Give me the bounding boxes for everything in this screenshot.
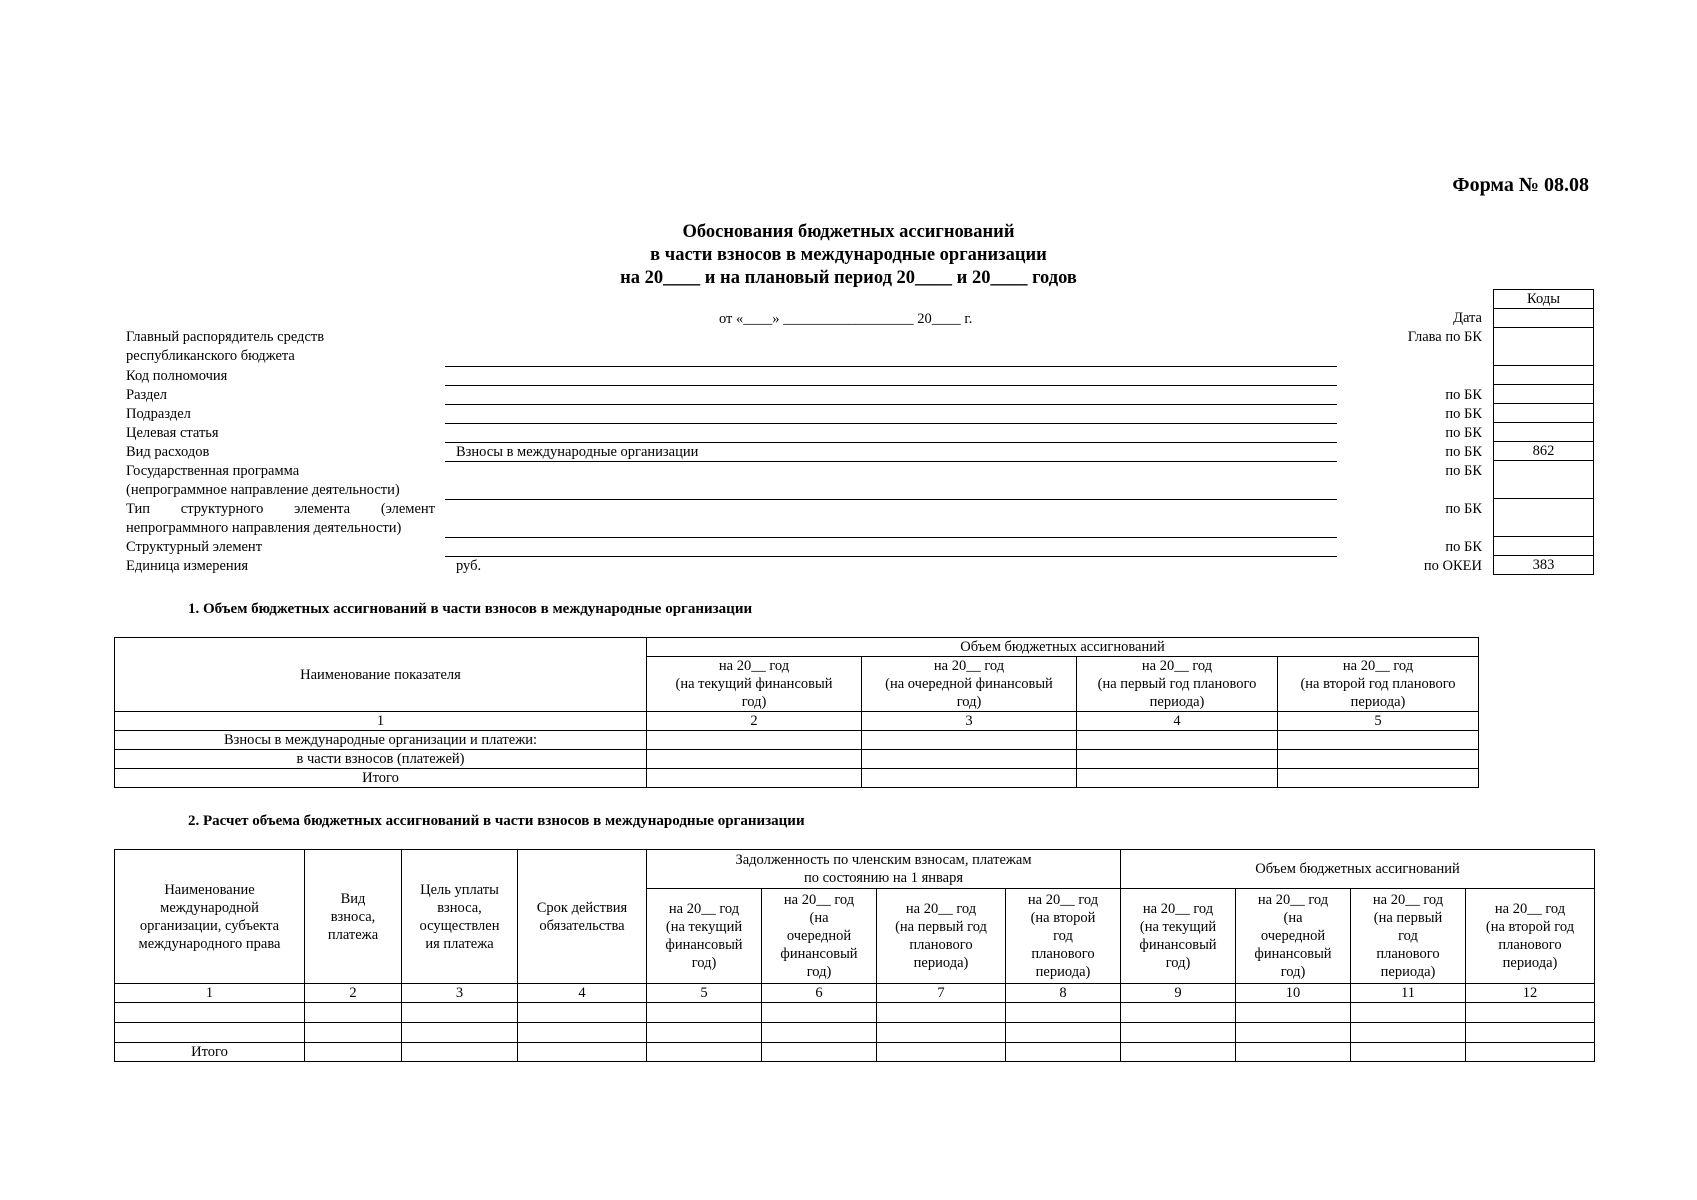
code-gosprogramma[interactable]: [1494, 461, 1594, 499]
table-row: [115, 769, 1479, 788]
s2-col-9: на 20__ год (на текущий финансовый год): [1121, 889, 1236, 984]
s2-num: 12: [1466, 984, 1595, 1003]
table-row: [115, 1003, 1595, 1023]
s1-cell[interactable]: [647, 731, 862, 750]
s2-num: 2: [305, 984, 402, 1003]
s2-cell[interactable]: [1466, 1003, 1595, 1023]
s1-group-header: Объем бюджетных ассигнований: [647, 638, 1479, 657]
s1-num-4: 4: [1077, 712, 1278, 731]
code-razdel[interactable]: [1494, 385, 1594, 404]
s2-cell[interactable]: [1121, 1003, 1236, 1023]
s2-col-org: Наименование международной организации, субъекта международного права: [115, 850, 305, 984]
s1-col-5: на 20__ год (на второй год планового периода): [1278, 657, 1479, 712]
section2-table: [114, 849, 1595, 1062]
s2-num: 10: [1236, 984, 1351, 1003]
s2-cell[interactable]: [115, 1023, 305, 1043]
s1-cell[interactable]: [862, 769, 1077, 788]
s1-cell[interactable]: [1278, 731, 1479, 750]
label-celevaya-statya: Целевая статья: [126, 425, 219, 441]
s1-num-3: 3: [862, 712, 1077, 731]
s1-cell[interactable]: [1077, 731, 1278, 750]
s2-cell[interactable]: [305, 1003, 402, 1023]
table-row: [115, 750, 1479, 769]
s2-cell[interactable]: [647, 1023, 762, 1043]
s1-col-2: на 20__ год (на текущий финансовый год): [647, 657, 862, 712]
label-vid-rashodov: Вид расходов: [126, 444, 210, 460]
okei-right-label: по ОКЕИ: [1423, 558, 1482, 574]
s2-cell[interactable]: [1466, 1023, 1595, 1043]
s1-cell[interactable]: [1077, 750, 1278, 769]
s2-group-volume: Объем бюджетных ассигнований: [1121, 850, 1595, 889]
s1-num-2: 2: [647, 712, 862, 731]
s2-num: 7: [877, 984, 1006, 1003]
label-kod-polnomochiya: Код полномочия: [126, 368, 228, 384]
s1-cell[interactable]: [1278, 750, 1479, 769]
codes-header: Коды: [1494, 290, 1594, 309]
s2-cell[interactable]: [402, 1043, 518, 1062]
code-date[interactable]: [1494, 309, 1594, 328]
s2-number-row: [115, 984, 1595, 1003]
underline-gosprogramma[interactable]: [445, 499, 1337, 500]
page-title-line-3: на 20____ и на плановый период 20____ и 20____ годов: [620, 268, 1077, 288]
s1-col-4: на 20__ год (на первый год планового периода): [1077, 657, 1278, 712]
s2-cell[interactable]: [115, 1003, 305, 1023]
s2-cell[interactable]: [1236, 1003, 1351, 1023]
s2-num: 6: [762, 984, 877, 1003]
underline-struct-element[interactable]: [445, 556, 1337, 557]
s2-cell[interactable]: [762, 1043, 877, 1062]
label-struct-element: Структурный элемент: [126, 539, 263, 555]
label-glavny-raspor: Главный распорядитель средств: [126, 329, 325, 345]
s1-row-label: Итого: [115, 769, 647, 788]
s2-col-cel: Цель уплаты взноса, осуществлен ия платежа: [402, 850, 518, 984]
s2-cell[interactable]: [1466, 1043, 1595, 1062]
label-tip-elementa-2: непрограммного направления деятельности): [126, 520, 402, 536]
code-tip-elementa[interactable]: [1494, 499, 1594, 537]
code-vid-rashodov[interactable]: 862: [1494, 442, 1594, 461]
s1-cell[interactable]: [1278, 769, 1479, 788]
s1-num-5: 5: [1278, 712, 1479, 731]
code-podrazdel[interactable]: [1494, 404, 1594, 423]
s2-cell[interactable]: [305, 1043, 402, 1062]
razdel-right-label: по БК: [1445, 387, 1482, 403]
label-podrazdel: Подраздел: [126, 406, 191, 422]
s2-cell[interactable]: [1006, 1023, 1121, 1043]
s2-num: 1: [115, 984, 305, 1003]
table-row: [115, 1043, 1595, 1062]
underline-glavny-raspor[interactable]: [445, 366, 1337, 367]
s2-cell[interactable]: [1236, 1043, 1351, 1062]
s1-cell[interactable]: [862, 750, 1077, 769]
s2-col-10: на 20__ год (на очередной финансовый год): [1236, 889, 1351, 984]
s2-cell[interactable]: [647, 1043, 762, 1062]
s2-cell[interactable]: [1006, 1003, 1121, 1023]
vid-right-label: по БК: [1445, 444, 1482, 460]
s2-num: 4: [518, 984, 647, 1003]
s2-num: 5: [647, 984, 762, 1003]
s2-total-label: Итого: [115, 1043, 305, 1062]
s1-cell[interactable]: [1077, 769, 1278, 788]
s2-num: 9: [1121, 984, 1236, 1003]
s2-cell[interactable]: [877, 1043, 1006, 1062]
s2-col-5: на 20__ год (на текущий финансовый год): [647, 889, 762, 984]
tip-right-label: по БК: [1445, 501, 1482, 517]
section1-title: 1. Объем бюджетных ассигнований в части взносов в международные организации: [188, 601, 753, 617]
podrazdel-right-label: по БК: [1445, 406, 1482, 422]
gosprog-right-label: по БК: [1445, 463, 1482, 479]
s2-cell[interactable]: [647, 1003, 762, 1023]
s2-num: 8: [1006, 984, 1121, 1003]
s2-cell[interactable]: [1351, 1023, 1466, 1043]
s2-col-vid: Вид взноса, платежа: [305, 850, 402, 984]
codes-table: [1493, 289, 1594, 575]
page-title-line-2: в части взносов в международные организации: [650, 245, 1047, 265]
s2-col-srok: Срок действия обязательства: [518, 850, 647, 984]
s2-cell[interactable]: [518, 1023, 647, 1043]
label-edinica: Единица измерения: [126, 558, 249, 574]
label-tip-elementa: Тип структурного элемента (элемент: [126, 501, 435, 517]
s2-cell[interactable]: [305, 1023, 402, 1043]
underline-vid-rashodov[interactable]: [445, 461, 1337, 462]
s1-cell[interactable]: [862, 731, 1077, 750]
s2-cell[interactable]: [518, 1043, 647, 1062]
code-glava[interactable]: [1494, 328, 1594, 366]
s2-cell[interactable]: [877, 1023, 1006, 1043]
table-row: [115, 1023, 1595, 1043]
s2-cell[interactable]: [1351, 1043, 1466, 1062]
s2-cell[interactable]: [518, 1003, 647, 1023]
date-label: Дата: [1453, 310, 1482, 326]
s1-row-label: Взносы в международные организации и платежи:: [115, 731, 647, 750]
s2-col-6: на 20__ год (на очередной финансовый год): [762, 889, 877, 984]
s1-cell[interactable]: [647, 750, 862, 769]
form-number: Форма № 08.08: [1452, 174, 1589, 196]
struct-right-label: по БК: [1445, 539, 1482, 555]
code-okei[interactable]: 383: [1494, 556, 1594, 575]
value-edinica[interactable]: руб.: [456, 558, 482, 574]
s2-num: 3: [402, 984, 518, 1003]
underline-podrazdel[interactable]: [445, 423, 1337, 424]
s1-num-1: 1: [115, 712, 647, 731]
underline-celevaya[interactable]: [445, 442, 1337, 443]
section2-title: 2. Расчет объема бюджетных ассигнований в части взносов в международные организации: [188, 813, 805, 829]
s2-col-11: на 20__ год (на первый год планового периода): [1351, 889, 1466, 984]
s2-num: 11: [1351, 984, 1466, 1003]
s1-col-3: на 20__ год (на очередной финансовый год): [862, 657, 1077, 712]
s2-cell[interactable]: [1351, 1003, 1466, 1023]
s1-cell[interactable]: [647, 769, 862, 788]
underline-kod-polnomochiya[interactable]: [445, 385, 1337, 386]
page-title-line-1: Обоснования бюджетных ассигнований: [682, 222, 1015, 242]
underline-tip-elementa[interactable]: [445, 537, 1337, 538]
s1-row-label: в части взносов (платежей): [115, 750, 647, 769]
s2-cell[interactable]: [762, 1003, 877, 1023]
code-polnomochie[interactable]: [1494, 366, 1594, 385]
code-celevaya[interactable]: [1494, 423, 1594, 442]
label-gosprogramma-2: (непрограммное направление деятельности): [126, 482, 400, 498]
s2-col-8: на 20__ год (на второй год планового периода): [1006, 889, 1121, 984]
s2-cell[interactable]: [402, 1003, 518, 1023]
s2-col-7: на 20__ год (на первый год планового периода): [877, 889, 1006, 984]
label-glavny-raspor-2: республиканского бюджета: [126, 348, 295, 364]
underline-razdel[interactable]: [445, 404, 1337, 405]
value-vid-rashodov[interactable]: Взносы в международные организации: [456, 444, 699, 460]
celevaya-right-label: по БК: [1445, 425, 1482, 441]
glava-label: Глава по БК: [1407, 329, 1482, 345]
s1-number-row: [115, 712, 1479, 731]
s1-col-name: Наименование показателя: [115, 638, 647, 712]
s2-cell[interactable]: [762, 1023, 877, 1043]
date-line: от «____» __________________ 20____ г.: [719, 311, 973, 327]
label-razdel: Раздел: [126, 387, 168, 403]
s2-col-12: на 20__ год (на второй год планового периода): [1466, 889, 1595, 984]
s2-cell[interactable]: [877, 1003, 1006, 1023]
s2-group-debt: Задолженность по членским взносам, платежам по состоянию на 1 января: [647, 850, 1121, 889]
s2-cell[interactable]: [1236, 1023, 1351, 1043]
label-gosprogramma: Государственная программа: [126, 463, 300, 479]
s2-cell[interactable]: [1121, 1023, 1236, 1043]
code-struct-element[interactable]: [1494, 537, 1594, 556]
s2-cell[interactable]: [402, 1023, 518, 1043]
section1-table: [114, 637, 1479, 788]
s2-cell[interactable]: [1121, 1043, 1236, 1062]
s2-cell[interactable]: [1006, 1043, 1121, 1062]
table-row: [115, 731, 1479, 750]
